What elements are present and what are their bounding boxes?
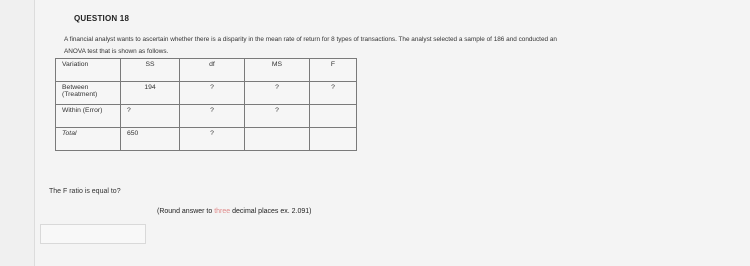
rounding-instruction — [157, 208, 312, 215]
intro-line-2: ANOVA test that is shown as follows. — [64, 48, 169, 55]
cell-ss: ? — [121, 105, 180, 128]
table-row-between — [56, 82, 357, 105]
variation-label: Between — [62, 84, 89, 91]
header-ss: SS — [121, 59, 180, 82]
instruction-before: (Round answer to — [157, 208, 215, 215]
cell-ms — [245, 128, 310, 151]
cell-f: ? — [310, 82, 357, 105]
answer-input[interactable] — [40, 224, 146, 244]
table-row-total — [56, 128, 357, 151]
instruction-after: decimal places ex. 2.091) — [230, 208, 312, 215]
header-variation: Variation — [56, 59, 121, 82]
table-header-row — [56, 59, 357, 82]
header-ms: MS — [245, 59, 310, 82]
cell-df: ? — [180, 82, 245, 105]
header-f: F — [310, 59, 357, 82]
variation-sublabel: (Treatment) — [62, 91, 98, 98]
cell-ss: 194 — [121, 82, 180, 105]
cell-ss: 650 — [121, 128, 180, 151]
cell-f — [310, 105, 357, 128]
cell-variation: Within (Error) — [56, 105, 121, 128]
cell-ms: ? — [245, 105, 310, 128]
header-df: df — [180, 59, 245, 82]
cell-df: ? — [180, 105, 245, 128]
instruction-emphasis: three — [214, 208, 231, 215]
cell-df: ? — [180, 128, 245, 151]
question-intro — [64, 34, 724, 58]
anova-table — [55, 58, 357, 151]
cell-f — [310, 128, 357, 151]
table-row-within — [56, 105, 357, 128]
intro-line-1: A financial analyst wants to ascertain whether there is a disparity in the mean rate of return for 8 types of transactions. The analyst selected a sample of 186 and conducted an — [64, 36, 557, 43]
question-title: QUESTION 18 — [74, 14, 130, 23]
question-prompt: The F ratio is equal to? — [49, 188, 121, 195]
cell-variation — [56, 82, 121, 105]
cell-variation: Total — [56, 128, 121, 151]
cell-ms: ? — [245, 82, 310, 105]
